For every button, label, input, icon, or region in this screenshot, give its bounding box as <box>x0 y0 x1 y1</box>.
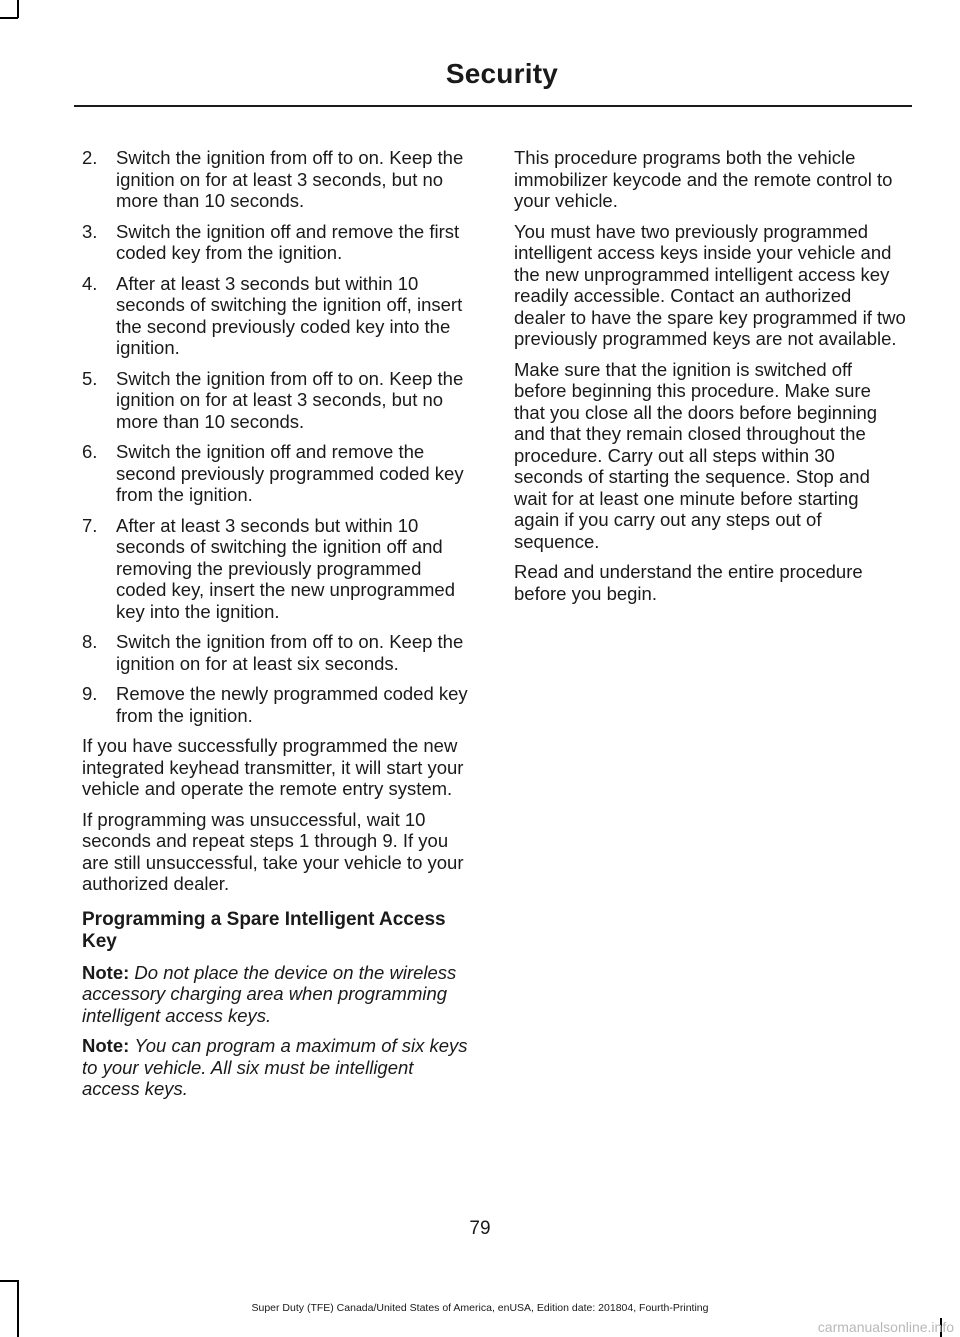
list-item <box>82 631 474 674</box>
crop-mark-top-left <box>17 0 19 18</box>
step-number: 5. <box>82 367 98 389</box>
step-text: Switch the ignition from off to on. Keep the ignition on for at least six seconds. <box>116 631 464 674</box>
step-text: After at least 3 seconds but within 10 seconds of switching the ignition off and removing the previously programmed coded key, insert the new unprogrammed key into the ignition. <box>116 514 456 622</box>
note-max-keys <box>82 1035 474 1100</box>
step-text: Switch the ignition from off to on. Keep the ignition on for at least 3 seconds, but no more than 10 seconds. <box>116 147 464 211</box>
step-number: 9. <box>82 683 98 704</box>
requirements-paragraph: You must have two previously programmed intelligent access keys inside your vehicle and the new unprogrammed intelligent access key readily accessible. Contact an authorized dealer to have the spare key programmed if two previously programmed keys are not available. <box>514 220 906 349</box>
note-wireless-charging <box>82 962 474 1027</box>
step-number: 3. <box>82 220 98 242</box>
step-number: 8. <box>82 631 98 652</box>
instructions-paragraph: Make sure that the ignition is switched off before beginning this procedure. Make sure that you close all the doors before beginning and that they remain closed throughout the procedure. Carry out all steps within 30 seconds of starting the sequence. Stop and wait for at least one minute before starting again if you carry out any steps out of sequence. <box>514 358 878 552</box>
crop-mark-bottom-left-h <box>0 1280 18 1282</box>
page-number: 79 <box>469 1218 491 1239</box>
success-paragraph: If you have successfully programmed the new integrated keyhead transmitter, it will start your vehicle and operate the remote entry system. <box>82 735 464 799</box>
note-text: You can program a maximum of six keys to your vehicle. All six must be intelligent access keys. <box>82 1035 468 1099</box>
list-item <box>82 147 474 212</box>
step-text: Switch the ignition from off to on. Keep the ignition on for at least 3 seconds, but no more than 10 seconds. <box>116 367 464 432</box>
step-number: 2. <box>82 147 98 168</box>
step-text: Switch the ignition off and remove the first coded key from the ignition. <box>116 220 460 263</box>
step-number: 6. <box>82 441 98 462</box>
procedure-intro: This procedure programs both the vehicle immobilizer keycode and the remote control to your vehicle. <box>514 147 893 211</box>
unsuccessful-paragraph: If programming was unsuccessful, wait 10 seconds and repeat steps 1 through 9. If you are still unsuccessful, take your vehicle to your authorized dealer. <box>82 808 464 894</box>
list-item <box>82 683 474 726</box>
left-column <box>82 147 474 1109</box>
list-item <box>82 273 474 359</box>
step-text: Remove the newly programmed coded key from the ignition. <box>116 683 468 726</box>
right-column <box>514 147 906 613</box>
edition-footer: Super Duty (TFE) Canada/United States of America, enUSA, Edition date: 201804, Fourth-Printing <box>251 1302 709 1314</box>
page-header-title: Security <box>445 58 558 89</box>
procedure-steps <box>82 147 474 726</box>
section-heading: Programming a Spare Intelligent Access Key <box>82 908 446 952</box>
note-text: Do not place the device on the wireless accessory charging area when programming intelligent access keys. <box>82 961 457 1026</box>
step-number: 4. <box>82 272 98 294</box>
step-number: 7. <box>82 514 98 536</box>
list-item <box>82 221 474 264</box>
list-item <box>82 368 474 433</box>
list-item <box>82 515 474 623</box>
header-divider <box>74 105 912 107</box>
list-item <box>82 441 474 506</box>
step-text: After at least 3 seconds but within 10 seconds of switching the ignition off, insert the second previously coded key into the ignition. <box>116 272 463 358</box>
watermark: carmanualsonline.info <box>817 1319 954 1335</box>
read-first-paragraph: Read and understand the entire procedure before you begin. <box>514 561 863 604</box>
crop-mark-top-left-h <box>0 17 18 19</box>
step-text: Switch the ignition off and remove the second previously programmed coded key from the ignition. <box>116 441 464 505</box>
note-label: Note: <box>82 961 130 983</box>
note-label: Note: <box>82 1035 130 1056</box>
